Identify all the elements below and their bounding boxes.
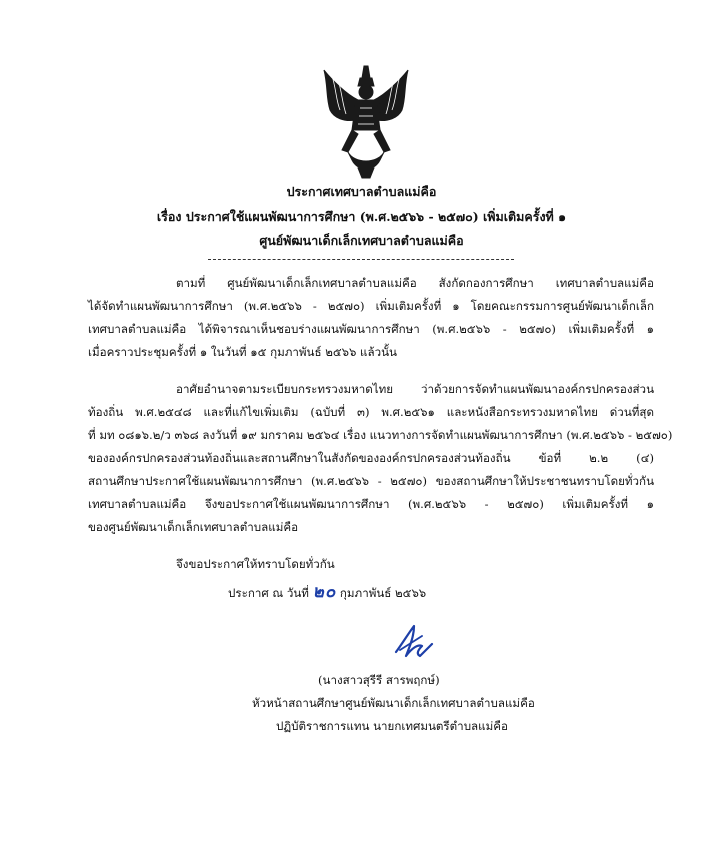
paragraph2-line: ที่ มท ๐๘๑๖.๒/ว ๓๖๘ ลงวันที่ ๑๙ มกราคม ๒๕๖๔ เรื่อง แนวทางการจัดทำแผนพัฒนาการศึกษา (พ.ศ.๒๕๖๖ - ๒๕๗๐) bbox=[88, 428, 673, 442]
paragraph2-line: ขององค์กรปกครองส่วนท้องถิ่นและสถานศึกษาในสังกัดขององค์กรปกครองส่วนท้องถิ่น ข้อที่ ๒.๒ (๔) bbox=[88, 451, 654, 465]
dashed-divider bbox=[208, 259, 514, 260]
paragraph1-line: ได้จัดทำแผนพัฒนาการศึกษา (พ.ศ.๒๕๖๖ - ๒๕๗๐) เพิ่มเติมครั้งที่ ๑ โดยคณะกรรมการศูนย์พัฒนาเด็กเล็ก bbox=[88, 299, 654, 313]
signatory-acting: ปฏิบัติราชการแทน นายกเทศมนตรีตำบลแม่คือ bbox=[276, 719, 508, 733]
garuda-emblem-icon bbox=[318, 64, 414, 180]
document-subtitle: ศูนย์พัฒนาเด็กเล็กเทศบาลตำบลแม่คือ bbox=[259, 233, 464, 248]
paragraph1-line: ตามที่ ศูนย์พัฒนาเด็กเล็กเทศบาลตำบลแม่คือ สังกัดกองการศึกษา เทศบาลตำบลแม่คือ bbox=[176, 276, 654, 290]
paragraph2-line: อาศัยอำนาจตามระเบียบกระทรวงมหาดไทย ว่าด้วยการจัดทำแผนพัฒนาองค์กรปกครองส่วน bbox=[176, 382, 654, 396]
signatory-position: หัวหน้าสถานศึกษาศูนย์พัฒนาเด็กเล็กเทศบาลตำบลแม่คือ bbox=[252, 696, 535, 710]
signature-icon bbox=[392, 622, 434, 662]
paragraph2-line: เทศบาลตำบลแม่คือ จึงขอประกาศใช้แผนพัฒนาการศึกษา (พ.ศ.๒๕๖๖ - ๒๕๗๐) เพิ่มเติมครั้งที่ ๑ bbox=[88, 497, 654, 511]
paragraph1-line: เทศบาลตำบลแม่คือ ได้พิจารณาเห็นชอบร่างแผนพัฒนาการศึกษา (พ.ศ.๒๕๖๖ - ๒๕๗๐) เพิ่มเติมครั้งที่ ๑ bbox=[88, 322, 654, 336]
paragraph2-line: ท้องถิ่น พ.ศ.๒๕๔๘ และที่แก้ไขเพิ่มเติม (ฉบับที่ ๓) พ.ศ.๒๕๖๑ และหนังสือกระทรวงมหาดไทย ด่วนที่สุด bbox=[88, 405, 654, 419]
paragraph1-line: เมื่อคราวประชุมครั้งที่ ๑ ในวันที่ ๑๕ กุมภาพันธ์ ๒๕๖๖ แล้วนั้น bbox=[88, 345, 397, 359]
subject-line: เรื่อง ประกาศใช้แผนพัฒนาการศึกษา (พ.ศ.๒๕๖๖ - ๒๕๗๐) เพิ่มเติมครั้งที่ ๑ bbox=[156, 209, 567, 224]
date-line bbox=[228, 584, 426, 601]
date-suffix: กุมภาพันธ์ ๒๕๖๖ bbox=[339, 586, 427, 600]
paragraph2-line: สถานศึกษาประกาศใช้แผนพัฒนาการศึกษา (พ.ศ.๒๕๖๖ - ๒๕๗๐) ของสถานศึกษาให้ประชาชนทราบโดยทั่วกัน bbox=[88, 474, 654, 488]
handwritten-day: ๒๐ bbox=[312, 582, 337, 602]
date-prefix: ประกาศ ณ วันที่ bbox=[228, 586, 309, 600]
closing-statement: จึงขอประกาศให้ทราบโดยทั่วกัน bbox=[176, 557, 335, 571]
signatory-name: (นางสาวสุรีรี สารพฤกษ์) bbox=[318, 673, 440, 687]
paragraph2-line: ของศูนย์พัฒนาเด็กเล็กเทศบาลตำบลแม่คือ bbox=[88, 520, 299, 534]
document-title: ประกาศเทศบาลตำบลแม่คือ bbox=[286, 184, 437, 199]
